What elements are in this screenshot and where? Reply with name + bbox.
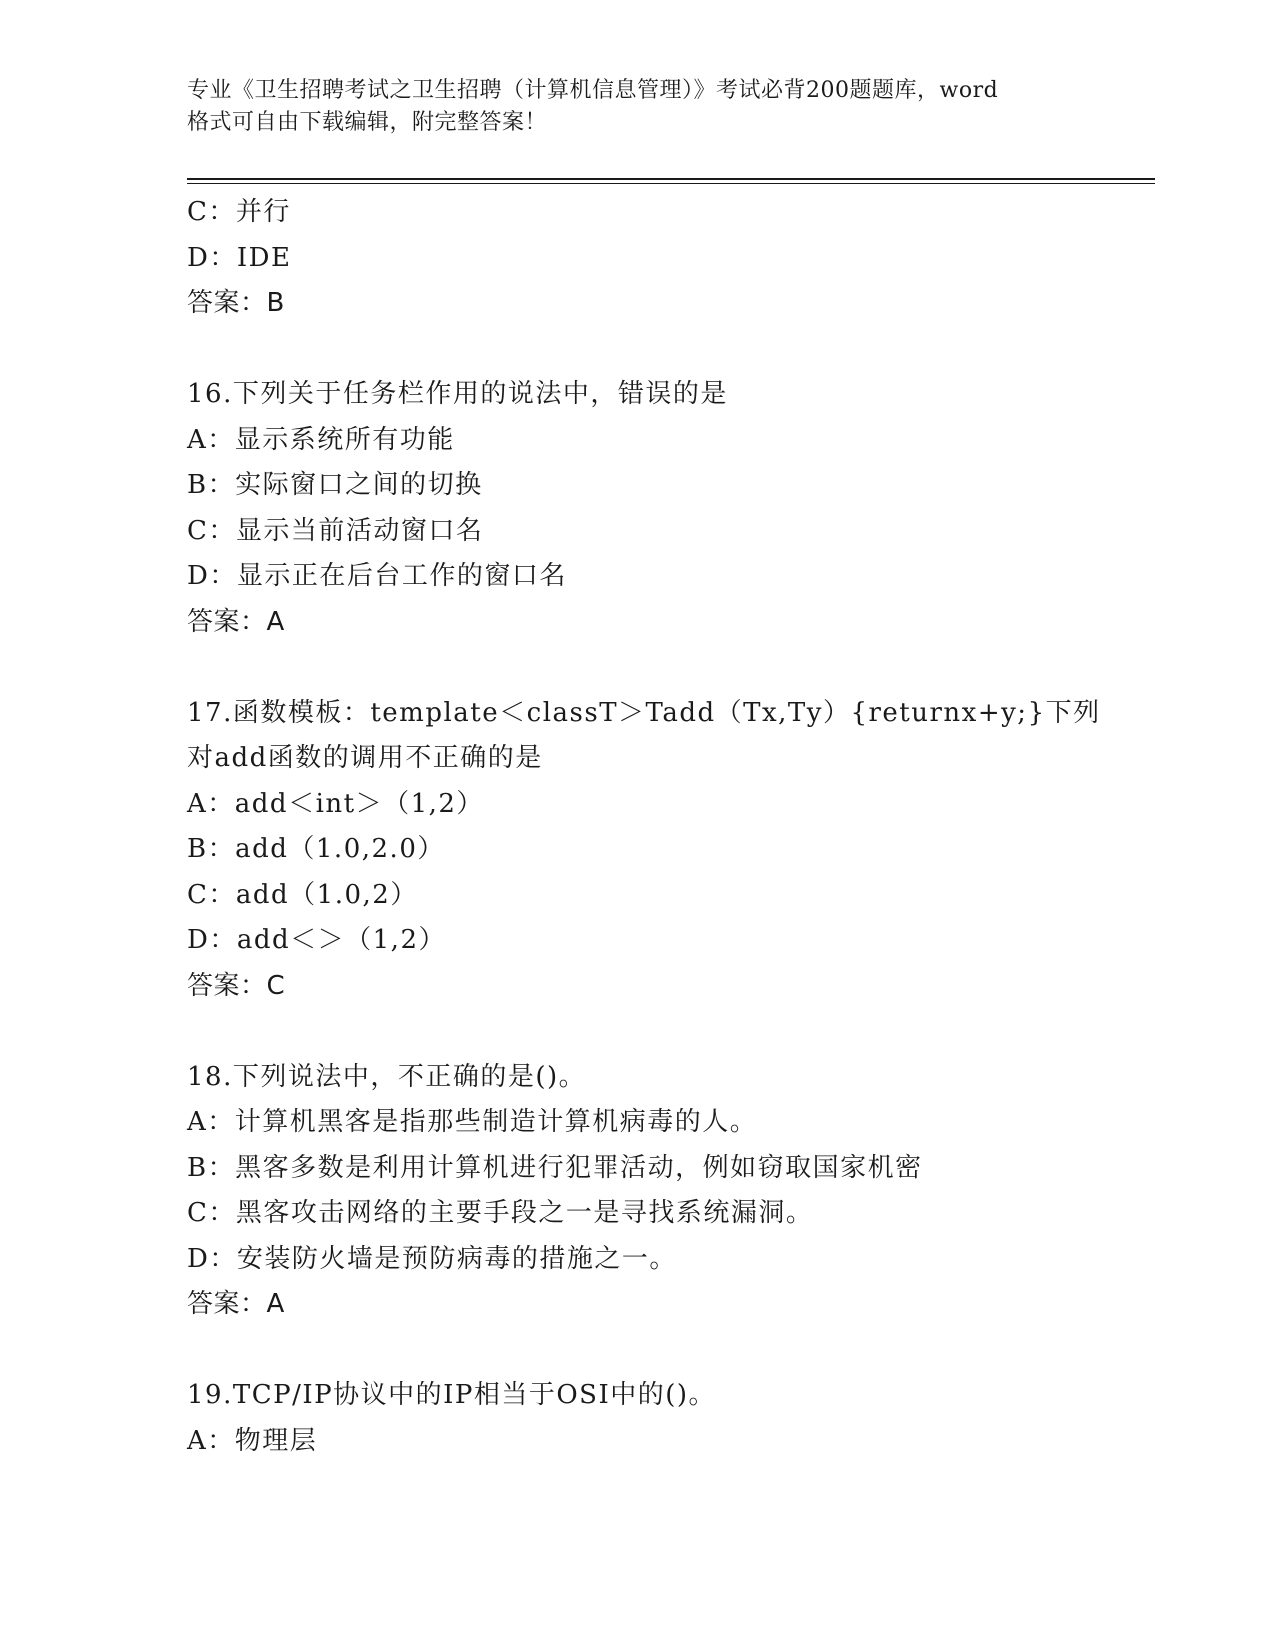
option-a: A：显示系统所有功能 <box>187 424 455 455</box>
question-block-18 <box>187 1055 1087 1328</box>
question-block-16 <box>187 372 1087 645</box>
header-rule-thin <box>187 183 1155 184</box>
answer-line: 答案：B <box>187 288 285 318</box>
option-a: A：add＜int＞（1,2） <box>187 788 484 819</box>
option-d: D：安装防火墙是预防病毒的措施之一。 <box>187 1243 677 1274</box>
option-a: A：计算机黑客是指那些制造计算机病毒的人。 <box>187 1107 758 1137</box>
option-c: C：显示当前活动窗口名 <box>187 515 484 546</box>
spacer <box>187 1328 1087 1374</box>
option-d: D：add＜＞（1,2） <box>187 925 446 955</box>
question-block-15 <box>187 190 1087 327</box>
header-line-2: 格式可自由下载编辑，附完整答案！ <box>187 110 548 135</box>
option-d: D：IDE <box>187 242 292 273</box>
question-text: 19.TCP/IP协议中的IP相当于OSI中的()。 <box>187 1380 717 1410</box>
option-c: C：黑客攻击网络的主要手段之一是寻找系统漏洞。 <box>187 1198 814 1228</box>
spacer <box>187 327 1087 373</box>
question-text: 18.下列说法中，不正确的是()。 <box>187 1061 587 1092</box>
header-line-1: 专业《卫生招聘考试之卫生招聘（计算机信息管理）》考试必背200题题库，word <box>187 78 999 103</box>
question-block-19 <box>187 1373 1087 1464</box>
question-text: 17.函数模板：template＜classT＞Tadd（Tx,Ty）{returnx+y;}下列 <box>187 697 1101 728</box>
spacer <box>187 1009 1087 1055</box>
spacer <box>187 645 1087 691</box>
question-text: 16.下列关于任务栏作用的说法中，错误的是 <box>187 379 728 409</box>
question-text-continued: 对add函数的调用不正确的是 <box>187 743 543 773</box>
option-c: C：并行 <box>187 197 291 227</box>
header-rule-thick <box>187 178 1155 180</box>
option-c: C：add（1.0,2） <box>187 879 418 910</box>
option-a: A：物理层 <box>187 1425 318 1456</box>
page-header <box>187 75 1097 139</box>
question-content <box>187 190 1101 1464</box>
option-b: B：实际窗口之间的切换 <box>187 470 483 500</box>
answer-line: 答案：A <box>187 1289 285 1319</box>
question-block-17 <box>187 691 1101 1010</box>
answer-line: 答案：A <box>187 606 285 637</box>
answer-line: 答案：C <box>187 970 286 1001</box>
option-b: B：黑客多数是利用计算机进行犯罪活动，例如窃取国家机密 <box>187 1152 923 1183</box>
option-d: D：显示正在后台工作的窗口名 <box>187 561 567 591</box>
option-b: B：add（1.0,2.0） <box>187 834 445 864</box>
